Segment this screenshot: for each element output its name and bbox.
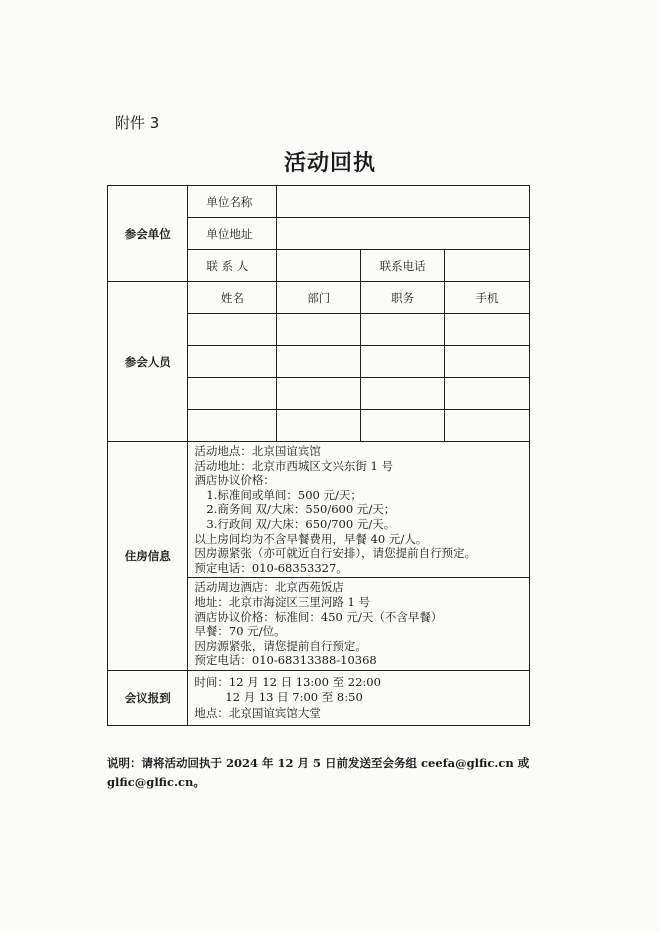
checkin-info [188, 670, 530, 726]
col-header-title: 职务 [361, 282, 445, 314]
hotel1-line: 因房源紧张（亦可就近自行安排），请您提前自行预定。 [194, 546, 477, 561]
hotel2-line: 活动周边酒店：北京西苑饭店 [194, 580, 344, 595]
attendee-mobile-field[interactable] [445, 378, 530, 410]
hotel1-line: 预定电话：010-68353327。 [194, 560, 348, 575]
checkin-location: 地点：北京国谊宾馆大堂 [194, 705, 321, 720]
hotel-primary-info [188, 442, 530, 578]
checkin-section-label: 会议报到 [108, 670, 188, 726]
unit-name-field[interactable] [277, 186, 530, 218]
hotel1-line: 2.商务间 双/大床：550/600 元/天； [206, 502, 396, 517]
hotel1-line: 活动地址：北京市西城区文兴东街 1 号 [194, 458, 394, 473]
note-line: glfic@glfic.cn。 [107, 775, 205, 789]
unit-name-label: 单位名称 [188, 186, 277, 218]
receipt-form-table [107, 185, 530, 726]
attendee-title-field[interactable] [361, 314, 445, 346]
hotel2-line: 预定电话：010-68313388-10368 [194, 653, 377, 668]
attendee-name-field[interactable] [188, 410, 277, 442]
attendee-mobile-field[interactable] [445, 410, 530, 442]
contact-phone-field[interactable] [445, 250, 530, 282]
unit-address-label: 单位地址 [188, 218, 277, 250]
hotel2-line: 地址：北京市海淀区三里河路 1 号 [194, 594, 371, 609]
attendee-dept-field[interactable] [277, 378, 361, 410]
hotel1-line: 1.标准间或单间：500 元/天； [206, 487, 362, 502]
hotel1-line: 3.行政间 双/大床：650/700 元/天。 [206, 516, 396, 531]
unit-section-label: 参会单位 [108, 186, 188, 282]
hotel1-line: 活动地点：北京国谊宾馆 [194, 444, 321, 458]
unit-address-field[interactable] [277, 218, 530, 250]
attendee-name-field[interactable] [188, 346, 277, 378]
col-header-mobile: 手机 [445, 282, 530, 314]
attendee-title-field[interactable] [361, 346, 445, 378]
col-header-name: 姓名 [188, 282, 277, 314]
hotel-nearby-info [188, 578, 530, 671]
contact-field[interactable] [277, 250, 361, 282]
attendee-name-field[interactable] [188, 314, 277, 346]
attendee-dept-field[interactable] [277, 314, 361, 346]
submission-note [107, 754, 537, 792]
attendee-mobile-field[interactable] [445, 346, 530, 378]
attendee-title-field[interactable] [361, 378, 445, 410]
attachment-label: 附件 3 [115, 114, 160, 132]
col-header-dept: 部门 [277, 282, 361, 314]
attendees-section-label: 参会人员 [108, 282, 188, 442]
checkin-time: 时间：12 月 12 日 13:00 至 22:00 [194, 674, 381, 689]
contact-label: 联 系 人 [188, 250, 277, 282]
attendee-name-field[interactable] [188, 378, 277, 410]
note-line: 说明：请将活动回执于 2024 年 12 月 5 日前发送至会务组 ceefa@glfic.cn 或 [107, 756, 530, 770]
hotel2-line: 酒店协议价格：标准间：450 元/天（不含早餐） [194, 609, 443, 624]
attendee-dept-field[interactable] [277, 346, 361, 378]
attendee-mobile-field[interactable] [445, 314, 530, 346]
attendee-title-field[interactable] [361, 410, 445, 442]
hotel2-line: 早餐：70 元/位。 [194, 624, 286, 639]
page-title: 活动回执 [283, 150, 376, 176]
hotel2-line: 因房源紧张，请您提前自行预定。 [194, 638, 367, 653]
lodging-section-label: 住房信息 [108, 442, 188, 671]
attendee-dept-field[interactable] [277, 410, 361, 442]
checkin-time-second: 12 月 13 日 7:00 至 8:50 [225, 690, 363, 705]
contact-phone-label: 联系电话 [361, 250, 445, 282]
hotel1-line: 以上房间均为不含早餐费用，早餐 40 元/人。 [194, 531, 428, 546]
hotel1-line: 酒店协议价格： [194, 473, 275, 488]
